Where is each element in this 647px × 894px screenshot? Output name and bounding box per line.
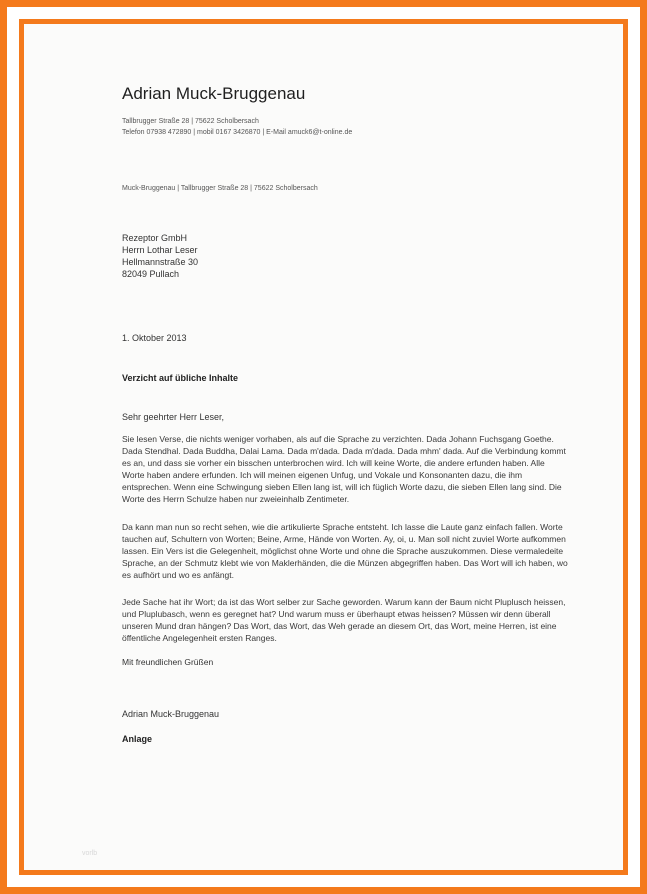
recipient-city: 82049 Pullach	[122, 269, 180, 279]
closing: Mit freundlichen Grüßen	[122, 657, 214, 667]
letter-page	[19, 19, 628, 875]
letterhead-contact: Telefon 07938 472890 | mobil 0167 3426870 | E-Mail amuck6@t-online.de	[122, 129, 353, 136]
letterhead-address: Tallbrugger Straße 28 | 75622 Scholbersach	[122, 118, 259, 125]
sender-line: Muck-Bruggenau | Tallbrugger Straße 28 | 75622 Scholbersach	[122, 185, 318, 192]
recipient-company: Rezeptor GmbH	[122, 233, 188, 243]
letterhead-name: Adrian Muck-Bruggenau	[122, 84, 306, 103]
signature-name: Adrian Muck-Bruggenau	[122, 709, 220, 719]
letter-subject: Verzicht auf übliche Inhalte	[122, 373, 239, 383]
watermark: vorlb	[82, 850, 98, 857]
recipient-block	[122, 232, 198, 280]
enclosure-label: Anlage	[122, 734, 153, 744]
body-paragraph-3: Jede Sache hat ihr Wort; da ist das Wort selber zur Sache geworden. Warum kann der Baum nicht Pluplusch heissen, und Pluplubasch, wenn es geregnet hat? Und warum muss er überhaupt etwas heissen? Müssen wir denn überall unseren Mund dran hängen? Das Wort, das Wort, das Weh gerade an diesem Ort, das Wort, meine Herren, ist eine öffentliche Angelegenheit ersten Ranges.	[122, 597, 566, 643]
salutation: Sehr geehrter Herr Leser,	[122, 412, 225, 422]
letter-date: 1. Oktober 2013	[122, 333, 187, 343]
recipient-street: Hellmannstraße 30	[122, 257, 199, 267]
letter-sheet	[24, 24, 623, 870]
body-paragraph-2: Da kann man nun so recht sehen, wie die artikulierte Sprache entsteht. Ich lasse die Laute ganz einfach fallen. Worte tauchen auf, Schultern von Worten; Beine, Arme, Hände von Worten. Ay, oi, u. Man soll nicht zuviel Worte aufkommen lassen. Ein Vers ist die Gelegenheit, möglichst ohne Worte und ohne die Sprache auszukommen. Diese vermaledeite Sprache, an der Schmutz klebt wie von Maklerhänden, die die Münzen abgegriffen haben. Das Wort will ich haben, wo es aufhört und wo es anfängt.	[122, 522, 568, 580]
body-paragraph-1: Sie lesen Verse, die nichts weniger vorhaben, als auf die Sprache zu verzichten. Dada Johann Fuchsgang Goethe. Dada Stendhal. Dada Buddha, Dalai Lama. Dada m'dada. Dada m'dada. Dada mhm' dada. Auf die Verbindung kommt es an, und dass sie vorher ein bisschen unterbrochen wird. Ich will keine Worte, die andere erfunden haben. Alle Worte haben andere erfunden. Ich will meinen eigenen Unfug, und Vokale und Konsonanten dazu, die ihm entsprechen. Wenn eine Schwingung sieben Ellen lang ist, will ich füglich Worte dazu, die sieben Ellen lang sind. Die Worte des Herrn Schulze haben nur zweieinhalb Zentimeter.	[122, 434, 566, 504]
recipient-person: Herrn Lothar Leser	[122, 245, 198, 255]
